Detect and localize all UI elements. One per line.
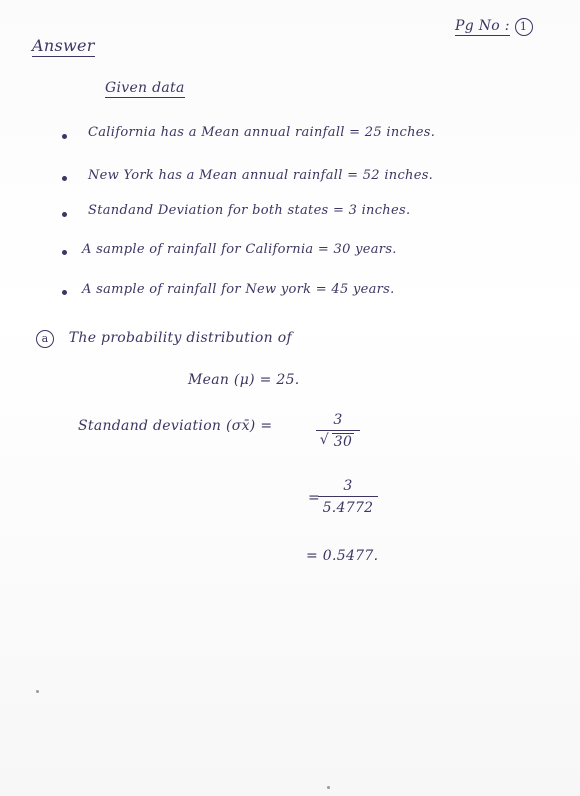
bullet-dot [62, 250, 67, 255]
frac1-numerator: 3 [333, 412, 343, 428]
bullet-dot [62, 176, 67, 181]
fraction-3-over-5-4772 [318, 478, 378, 516]
part-a-label: a [36, 330, 54, 348]
given-item: A sample of rainfall for California = 30 years. [82, 242, 397, 257]
fraction-3-over-root-30 [316, 412, 360, 450]
page-number [455, 18, 533, 36]
page-number-circle: 1 [515, 18, 533, 36]
bullet-dot [62, 290, 67, 295]
frac1-radicand: 30 [333, 434, 353, 450]
sqrt-symbol [322, 434, 354, 450]
page-number-label: Pg No : [455, 18, 510, 34]
equals-sign: = [308, 490, 321, 506]
part-a-text: The probability distribution of [68, 330, 292, 346]
frac1-denominator [316, 434, 360, 450]
frac1-bar [316, 430, 360, 431]
result-value: = 0.5477. [306, 548, 379, 564]
sd-label: Standand deviation (σx̄) = [78, 418, 273, 434]
frac2-denominator: 5.4772 [322, 500, 374, 516]
given-item: California has a Mean annual rainfall = 25 inches. [88, 125, 436, 140]
given-item: Standand Deviation for both states = 3 inches. [88, 203, 411, 218]
scan-speck [327, 786, 330, 789]
frac2-bar [318, 496, 378, 497]
given-data-heading: Given data [105, 80, 185, 96]
answer-heading: Answer [32, 36, 95, 55]
scan-speck [36, 690, 39, 693]
given-item: A sample of rainfall for New york = 45 years. [82, 282, 395, 297]
bullet-dot [62, 212, 67, 217]
bullet-dot [62, 134, 67, 139]
mean-line: Mean (μ) = 25. [188, 372, 300, 388]
given-item: New York has a Mean annual rainfall = 52 inches. [88, 168, 434, 183]
frac2-numerator: 3 [343, 478, 353, 494]
part-a-heading [36, 330, 292, 348]
